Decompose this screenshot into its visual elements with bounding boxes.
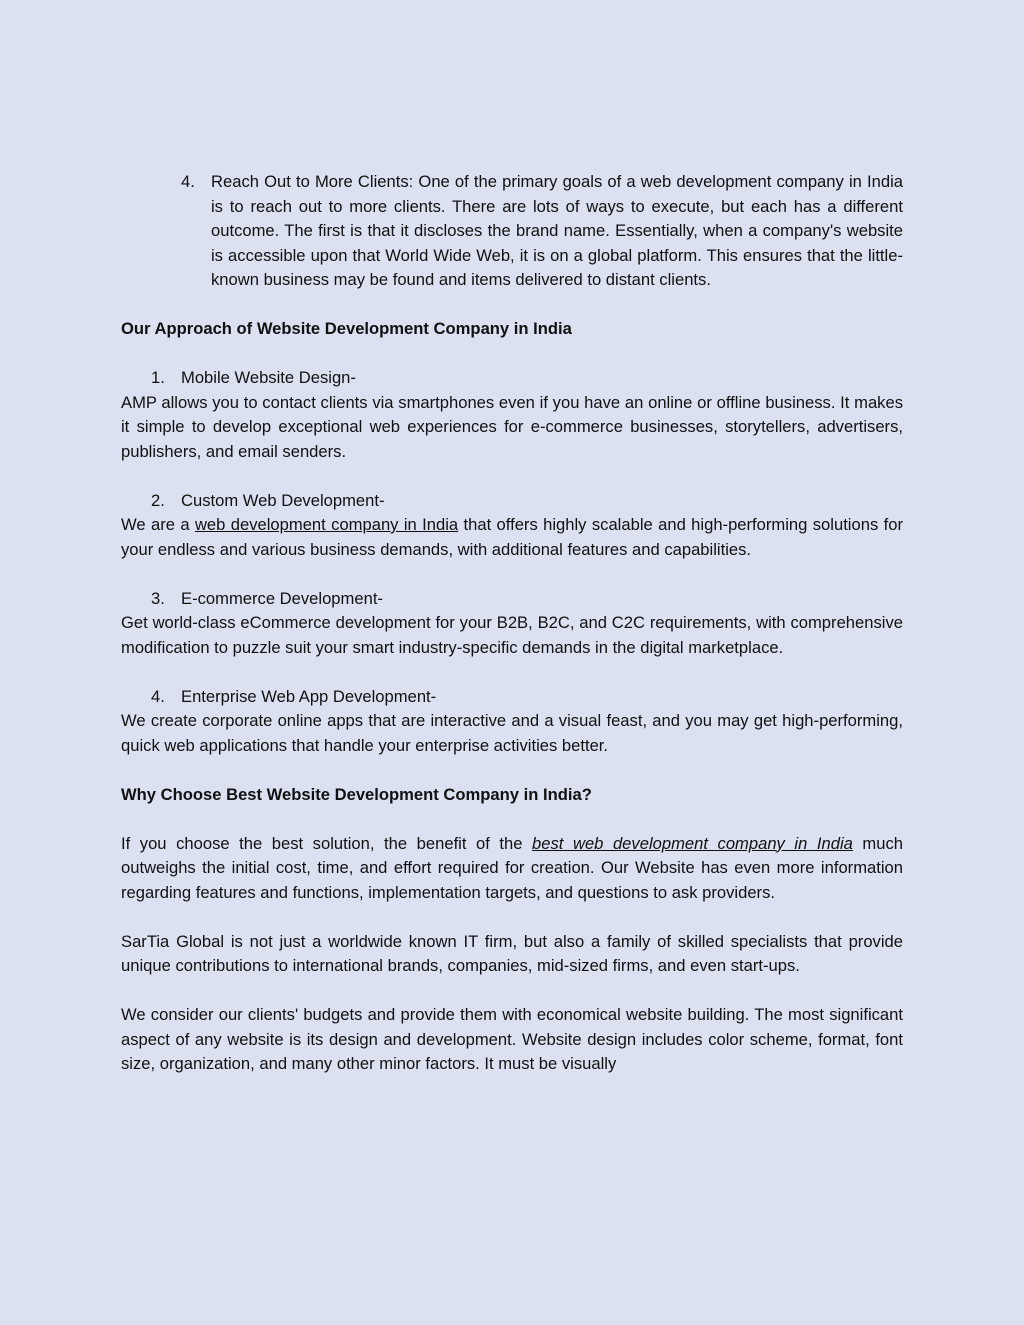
text-segment: much outweighs the initial cost, time, and effort required for creation. Our Website has even more information regarding features and functions, implementation targets, and questions to ask providers. bbox=[121, 833, 904, 902]
why-paragraph: We consider our clients' budgets and provide them with economical website building. The most significant aspect of any website is its design and development. Website design includes color scheme, format, font size, organization, and many other minor factors. It must be visually bbox=[121, 1005, 903, 1073]
list-number: 1. bbox=[151, 368, 165, 387]
item-title: Mobile Website Design- bbox=[181, 368, 356, 387]
approach-item-title bbox=[121, 685, 903, 710]
list-number: 3. bbox=[151, 588, 165, 608]
item-title: Custom Web Development- bbox=[181, 490, 385, 510]
list-number: 4. bbox=[151, 686, 165, 706]
list-item-reach-out bbox=[121, 170, 903, 293]
why-paragraph bbox=[121, 832, 903, 906]
why-paragraph: SarTia Global is not just a worldwide known IT firm, but also a family of skilled specialists that provide unique contributions to international brands, companies, mid-sized firms, and even start-ups. bbox=[121, 931, 903, 975]
approach-item-text: Get world-class eCommerce development for your B2B, B2C, and C2C requirements, with comprehensive modification to puzzle suit your smart industry-specific demands in the digital marketplace. bbox=[121, 613, 903, 657]
approach-item-text: We create corporate online apps that are interactive and a visual feast, and you may get high-performing, quick web applications that handle your enterprise activities better. bbox=[121, 711, 903, 755]
item-title: E-commerce Development- bbox=[181, 588, 383, 608]
list-item-text: Reach Out to More Clients: One of the primary goals of a web development company in India is to reach out to more clients. There are lots of ways to execute, but each has a different outcome. The first is that it discloses the brand name. Essentially, when a company's website is accessible upon that World Wide Web, it is on a global platform. This ensures that the little-known business may be found and items delivered to distant clients. bbox=[211, 172, 903, 289]
text-segment: that offers highly scalable and high-performing solutions for your endless and various business demands, with additional features and capabilities. bbox=[121, 515, 903, 559]
text-segment: If you choose the best solution, the benefit of the bbox=[121, 833, 533, 853]
approach-item-title bbox=[121, 587, 903, 612]
text-segment: We are a bbox=[121, 515, 195, 534]
web-development-company-link[interactable]: web development company in India bbox=[194, 515, 459, 534]
approach-item-title bbox=[121, 489, 903, 514]
best-web-development-company-link[interactable]: best web development company in India bbox=[532, 833, 853, 853]
approach-item-text: AMP allows you to contact clients via smartphones even if you have an online or offline business. It makes it simple to develop exceptional web experiences for e-commerce businesses, storytellers, advertisers, publishers, and email senders. bbox=[121, 392, 903, 461]
approach-item-title bbox=[121, 366, 903, 391]
approach-heading: Our Approach of Website Development Company in India bbox=[121, 319, 572, 338]
list-number: 4. bbox=[181, 172, 195, 191]
list-number: 2. bbox=[151, 490, 165, 510]
item-title: Enterprise Web App Development- bbox=[181, 686, 437, 706]
why-heading: Why Choose Best Website Development Company in India? bbox=[121, 784, 592, 804]
approach-item-text bbox=[121, 513, 903, 562]
